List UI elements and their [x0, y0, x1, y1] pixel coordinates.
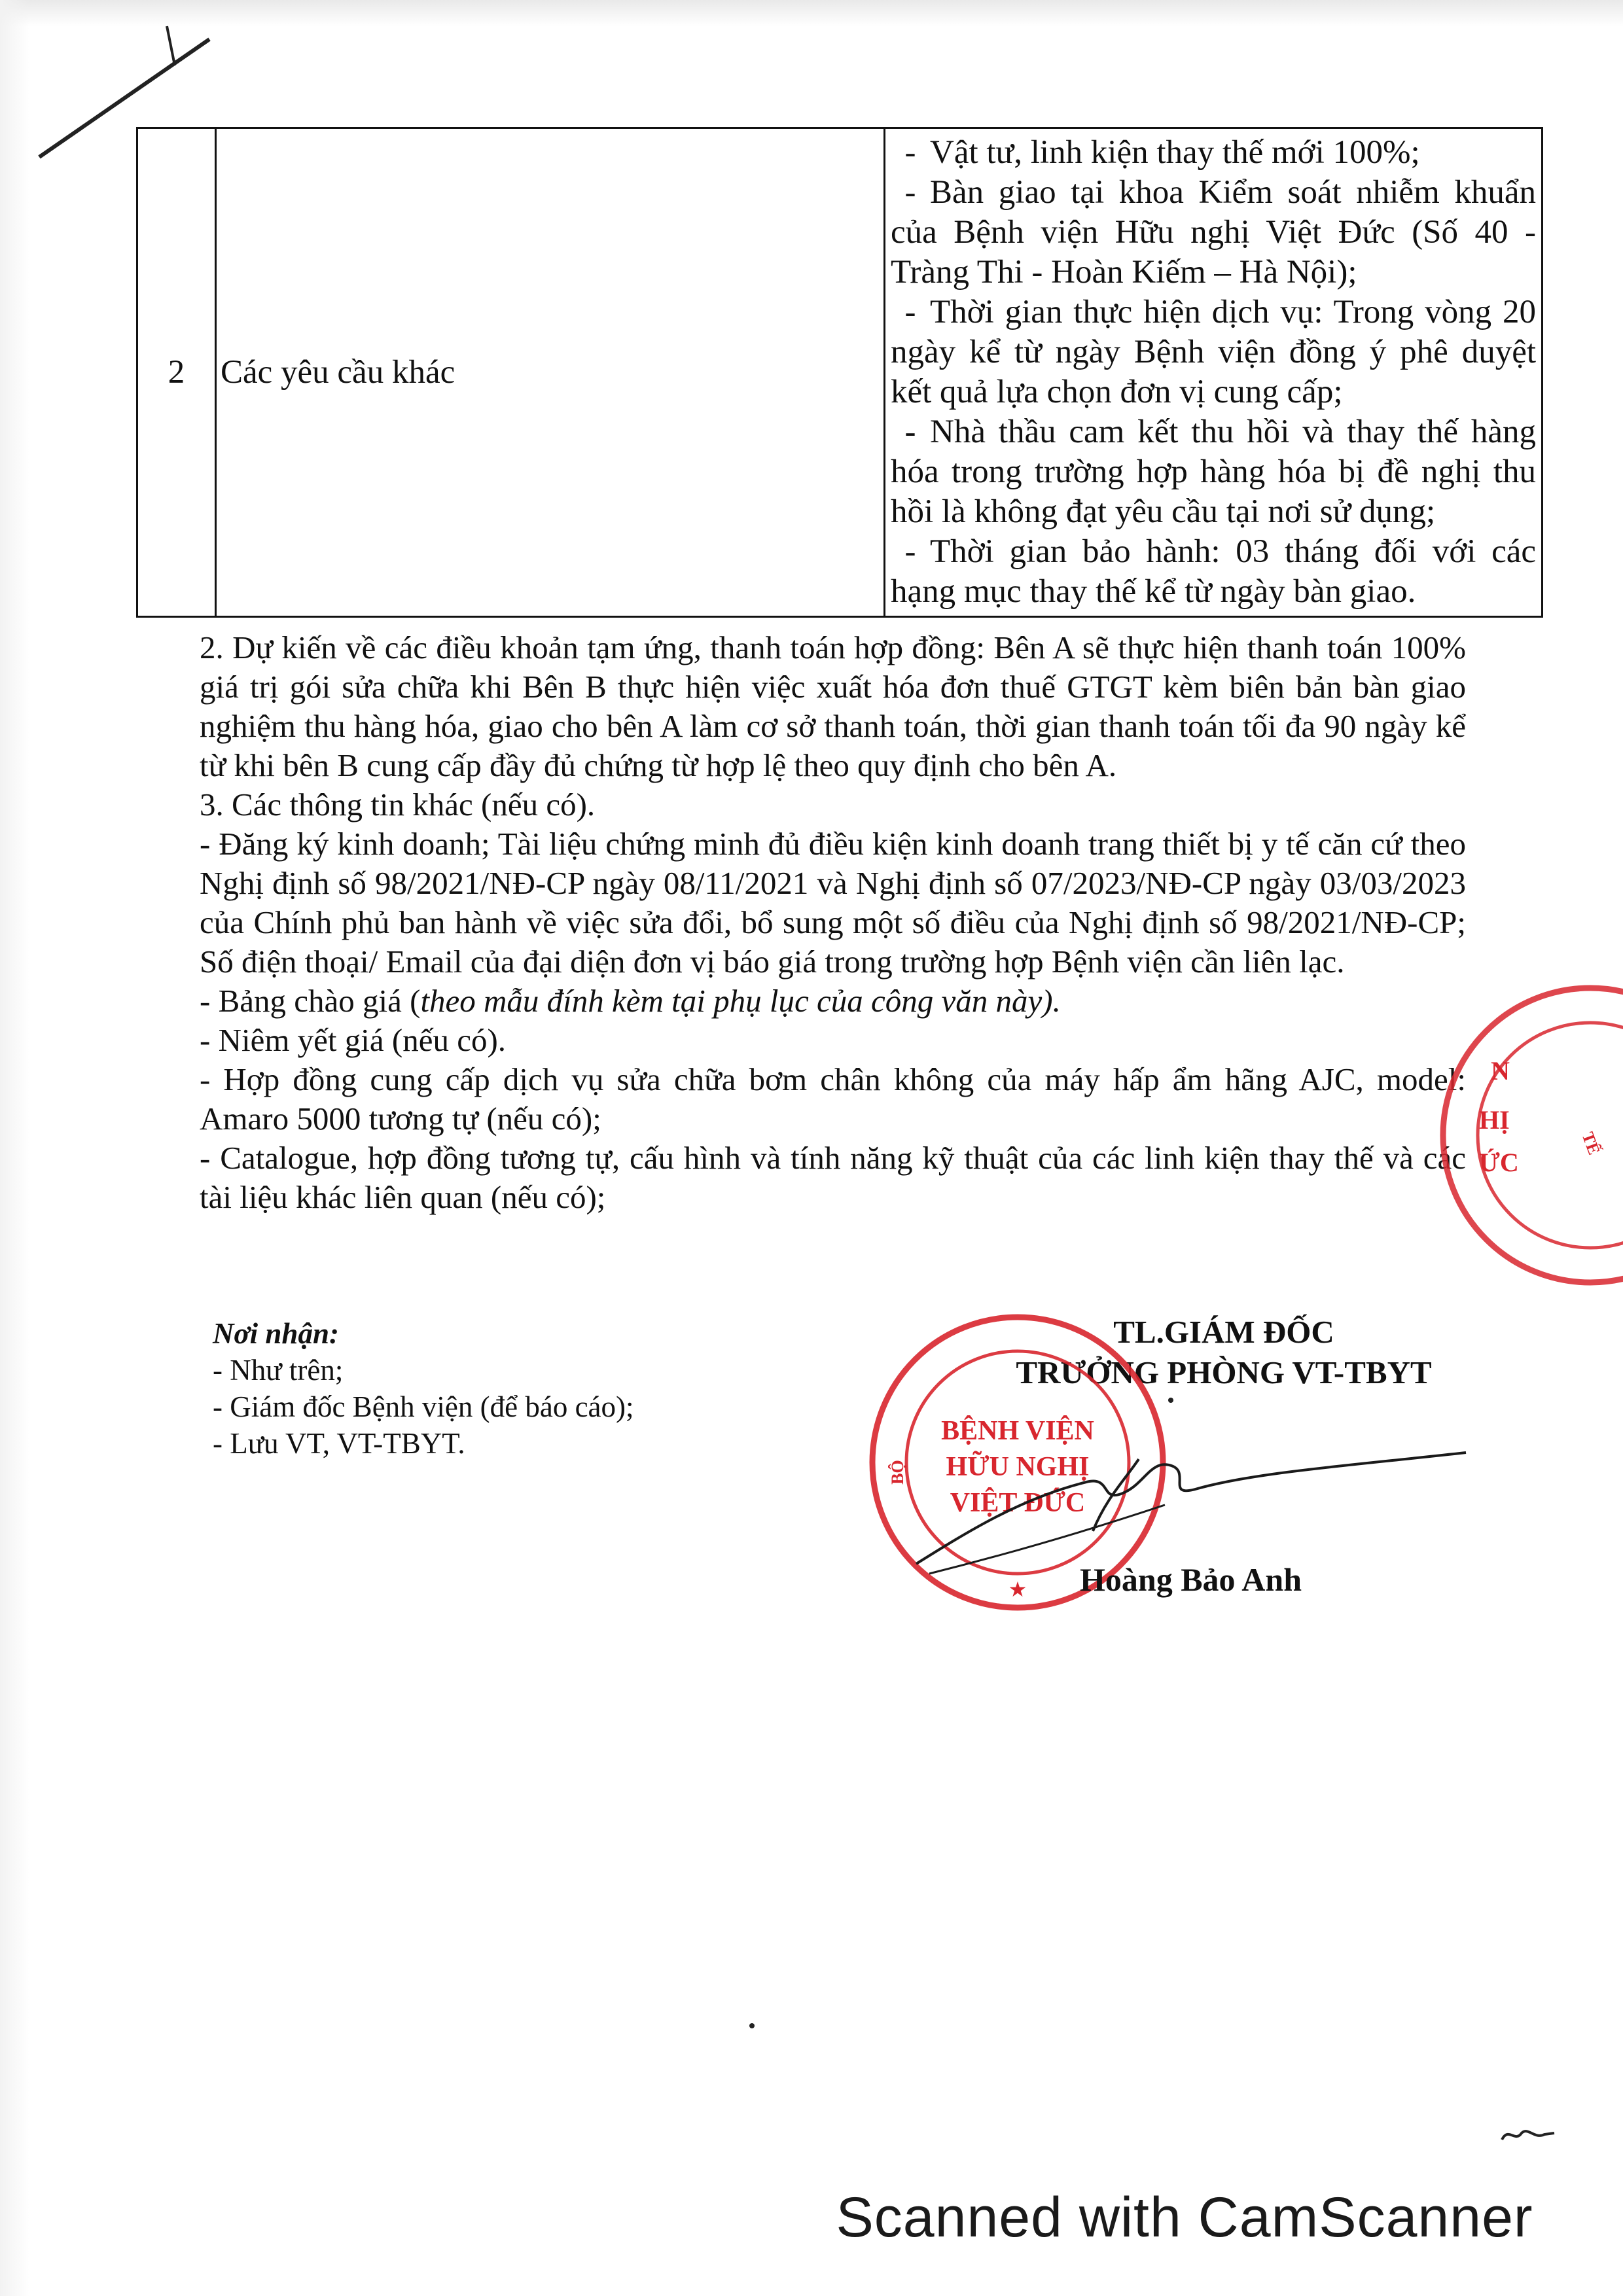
scan-shadow-top — [0, 0, 1623, 26]
partial-stamp-fragment: N — [1491, 1056, 1510, 1086]
detail-line: - Thời gian thực hiện dịch vụ: Trong vòng 20 ngày kể từ ngày Bệnh viện đồng ý phê duyệt kết quả lựa chọn đơn vị cung cấp; — [891, 294, 1536, 410]
partial-stamp-fragment: TẾ — [1578, 1129, 1604, 1157]
document-body — [200, 628, 1466, 1217]
stamp-side-text: BỘ — [888, 1460, 907, 1485]
partial-stamp-fragment: HỊ — [1479, 1105, 1510, 1135]
stamp-text-line3: VIỆT ĐỨC — [950, 1488, 1086, 1518]
signer-name: Hoàng Bảo Anh — [1080, 1561, 1302, 1598]
detail-line: - Vật tư, linh kiện thay thế mới 100%; — [904, 134, 1420, 171]
row-number: 2 — [137, 128, 216, 617]
detail-line: - Bàn giao tại khoa Kiểm soát nhiễm khuẩn của Bệnh viện Hữu nghị Việt Đức (Số 40 - Tràng Thi - Hoàn Kiếm – Hà Nội); — [891, 174, 1536, 291]
recipient-item: - Như trên; — [213, 1354, 344, 1386]
recipient-item: - Giám đốc Bệnh viện (để báo cáo); — [213, 1390, 634, 1423]
registration-item: - Đăng ký kinh doanh; Tài liệu chứng minh đủ điều kiện kinh doanh trang thiết bị y tế căn cứ theo Nghị định số 98/2021/NĐ-CP ngày 08/11/2021 và Nghị định số 07/2023/NĐ-CP ngày 03/03/2023 của Chính phủ ban hành về việc sửa đổi, bổ sung một số điều của Nghị định số 98/2021/NĐ-CP; Số điện thoại/ Email của đại diện đơn vị báo giá trong trường hợp Bệnh viện cần liên lạc. — [200, 826, 1466, 980]
recipients-title: Nơi nhận: — [213, 1317, 339, 1350]
recipient-item: - Lưu VT, VT-TBYT. — [213, 1427, 465, 1460]
table-row — [137, 128, 1543, 617]
signature-title-line2: TRƯỞNG PHÒNG VT-TBYT — [1016, 1354, 1432, 1390]
detail-line: - Thời gian bảo hành: 03 tháng đối với các hạng mục thay thế kể từ ngày bàn giao. — [891, 533, 1536, 610]
quote-item: - Bảng chào giá (theo mẫu đính kèm tại phụ lục của công văn này). — [200, 983, 1061, 1019]
scan-speck — [1168, 1398, 1173, 1403]
listed-price-item: - Niêm yết giá (nếu có). — [200, 1022, 507, 1058]
scan-speck — [749, 2023, 755, 2028]
stamp-star-icon: ★ — [1008, 1577, 1027, 1602]
partial-stamp — [1433, 981, 1623, 1289]
row-name: Các yêu cầu khác — [216, 128, 885, 617]
catalogue-item: - Catalogue, hợp đồng tương tự, cấu hình và tính năng kỹ thuật của các linh kiện thay thế và các tài liệu khác liên quan (nếu có); — [200, 1140, 1466, 1215]
other-info-heading: 3. Các thông tin khác (nếu có). — [200, 786, 596, 822]
stamp-text-line2: HỮU NGHỊ — [946, 1452, 1090, 1482]
detail-line: - Nhà thầu cam kết thu hồi và thay thế hàng hóa trong trường hợp hàng hóa bị đề nghị thu hồi là không đạt yêu cầu tại nơi sử dụng; — [891, 414, 1536, 530]
signature-title-line1: TL.GIÁM ĐỐC — [1113, 1314, 1334, 1350]
requirements-table — [136, 127, 1543, 618]
partial-stamp-fragment: ỨC — [1479, 1148, 1519, 1177]
stamp-text-line1: BỆNH VIỆN — [941, 1416, 1094, 1446]
camscanner-watermark: Scanned with CamScanner — [836, 2186, 1533, 2249]
scan-shadow-left — [0, 0, 29, 2296]
scan-scribble-mark — [1499, 2120, 1558, 2146]
recipients-block — [213, 1315, 736, 1462]
payment-paragraph: 2. Dự kiến về các điều khoản tạm ứng, thanh toán hợp đồng: Bên A sẽ thực hiện thanh toán 100% giá trị gói sửa chữa khi Bên B thực hiện việc xuất hóa đơn thuế GTGT kèm biên bản bàn giao nghiệm thu hàng hóa, giao cho bên A làm cơ sở thanh toán, thời gian thanh toán tối đa 90 ngày kể từ khi bên B cung cấp đầy đủ chứng từ hợp lệ theo quy định cho bên A. — [200, 629, 1466, 783]
row-detail — [885, 128, 1543, 617]
contract-item: - Hợp đồng cung cấp dịch vụ sửa chữa bơm chân không của máy hấp ẩm hãng AJC, model: Amaro 5000 tương tự (nếu có); — [200, 1061, 1466, 1137]
